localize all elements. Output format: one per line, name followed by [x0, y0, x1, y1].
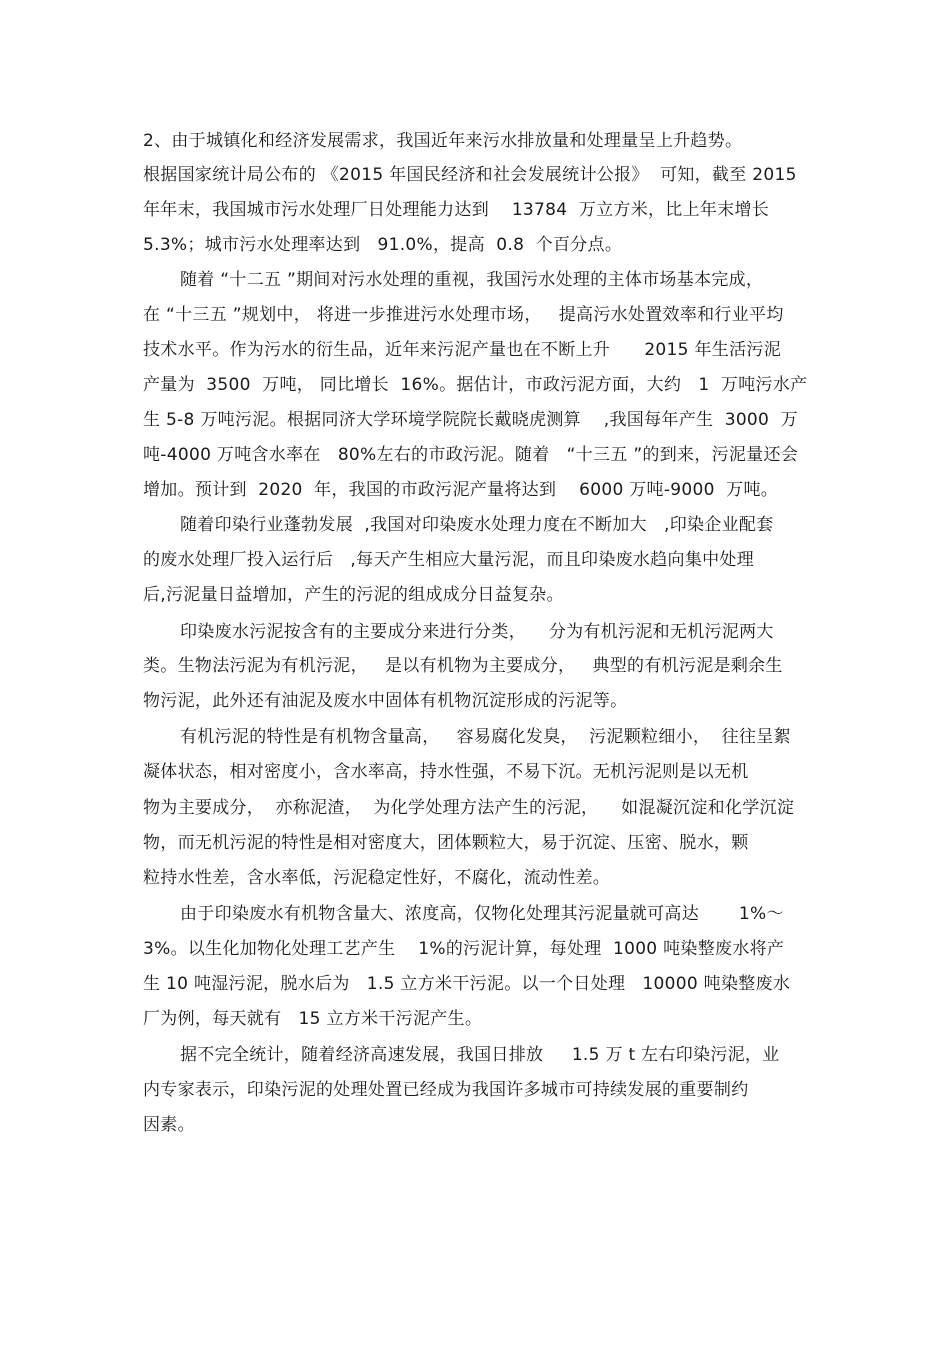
text-line: 年年末，我国城市污水处理厂日处理能力达到 13784 万立方米，比上年末增长 [143, 200, 770, 220]
text-line: 凝体状态，相对密度小，含水率高，持水性强，不易下沉。无机污泥则是以无机 [143, 762, 749, 782]
text-line: 在 “十三五 ”规划中， 将进一步推进污水处理市场， 提高污水处置效率和行业平均 [143, 305, 784, 325]
text-line: 因素。 [143, 1115, 195, 1135]
text-line: 产量为 3500 万吨， 同比增长 16%。据估计，市政污泥方面，大约 1 万吨污水产 [143, 375, 808, 395]
text-line: 生 5-8 万吨污泥。根据同济大学环境学院院长戴晓虎测算 ,我国每年产生 3000 万 [143, 410, 798, 430]
text-line: 印染废水污泥按含有的主要成分来进行分类， 分为有机污泥和无机污泥两大 [180, 622, 774, 642]
text-line: 由于印染废水有机物含量大、浓度高，仅物化处理其污泥量就可高达 1%～ [180, 904, 784, 924]
text-line: 后,污泥量日益增加，产生的污泥的组成成分日益复杂。 [143, 585, 564, 605]
text-line: 内专家表示，印染污泥的处理处置已经成为我国许多城市可持续发展的重要制约 [143, 1080, 749, 1100]
text-line: 粒持水性差，含水率低，污泥稳定性好，不腐化，流动性差。 [143, 868, 611, 888]
text-line: 随着 “十二五 ”期间对污水处理的重视，我国污水处理的主体市场基本完成， [180, 270, 764, 290]
text-line: 5.3%；城市污水处理率达到 91.0%，提高 0.8 个百分点。 [143, 235, 623, 255]
text-line: 随着印染行业蓬勃发展 ,我国对印染废水处理力度在不断加大 ,印染企业配套 [180, 515, 774, 535]
text-line: 的废水处理厂投入运行后 ,每天产生相应大量污泥，而且印染废水趋向集中处理 [143, 550, 755, 570]
text-line: 厂为例，每天就有 15 立方米干污泥产生。 [143, 1009, 483, 1029]
text-line: 类。生物法污泥为有机污泥， 是以有机物为主要成分， 典型的有机污泥是剩余生 [143, 656, 783, 676]
text-line: 物，而无机污泥的特性是相对密度大，团体颗粒大，易于沉淀、压密、脱水，颗 [143, 833, 749, 853]
text-line: 物污泥，此外还有油泥及废水中固体有机物沉淀形成的污泥等。 [143, 691, 628, 711]
text-line: 吨-4000 万吨含水率在 80%左右的市政污泥。随着 “十三五 ”的到来，污泥量还会 [143, 445, 799, 465]
text-line: 3%。以生化加物化处理工艺产生 1%的污泥计算，每处理 1000 吨染整废水将产 [143, 939, 785, 959]
text-line: 生 10 吨湿污泥，脱水后为 1.5 立方米干污泥。以一个日处理 10000 吨染整废水 [143, 974, 791, 994]
text-line: 有机污泥的特性是有机物含量高， 容易腐化发臭， 污泥颗粒细小， 往往呈絮 [180, 727, 791, 747]
text-line: 物为主要成分， 亦称泥渣， 为化学处理方法产生的污泥， 如混凝沉淀和化学沉淀 [143, 798, 795, 818]
text-line: 据不完全统计，随着经济高速发展，我国日排放 1.5 万 t 左右印染污泥，业 [180, 1045, 780, 1065]
text-line: 增加。预计到 2020 年，我国的市政污泥产量将达到 6000 万吨-9000 万吨。 [143, 480, 779, 500]
text-line: 技术水平。作为污水的衍生品，近年来污泥产量也在不断上升 2015 年生活污泥 [143, 340, 781, 360]
text-line: 2、由于城镇化和经济发展需求，我国近年来污水排放量和处理量呈上升趋势。 [143, 131, 743, 151]
text-line: 根据国家统计局公布的 《2015 年国民经济和社会发展统计公报》 可知，截至 2015 [143, 165, 797, 185]
